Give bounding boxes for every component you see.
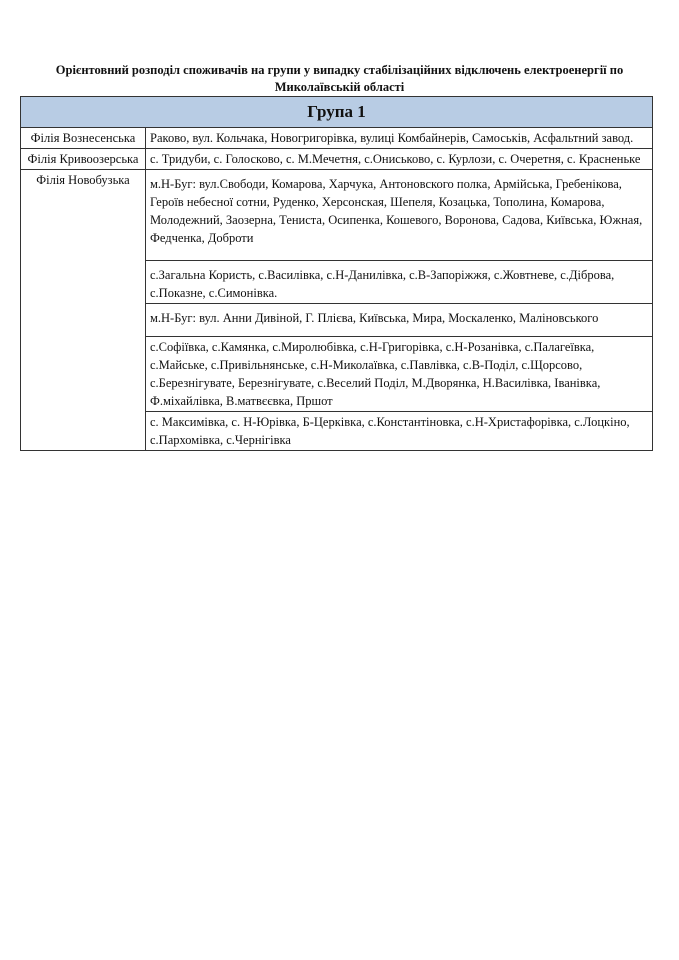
group-title: Група 1	[21, 97, 653, 128]
document-title: Орієнтовний розподіл споживачів на групи у випадку стабілізаційних відключень електроенергії по Миколаївській області	[55, 63, 624, 94]
locations-cell: м.Н-Буг: вул.Свободи, Комарова, Харчука, Антоновского полка, Армійська, Гребенікова, Героїв небесної сотни, Руденко, Херсонская, Шепеля, Козацька, Тополина, Комарова, Молодежний, Заозерна, Тениста, Осипенка, Кошевого, Воронова, Садова, Київська, Южная, Федченка, Доброти	[146, 170, 653, 261]
locations-cell: с. Максимівка, с. Н-Юрівка, Б-Церківка, с.Константіновка, с.Н-Христафорівка, с.Лоцкіно, с.Пархомівка, с.Чернігівка	[146, 412, 653, 451]
locations-cell: м.Н-Буг: вул. Анни Дивіной, Г. Плієва, Київська, Мира, Москаленко, Маліновського	[146, 304, 653, 337]
table-row	[21, 149, 653, 170]
branch-name: Філія Вознесенська	[21, 128, 146, 149]
schedule-table	[20, 96, 653, 451]
locations-cell: с.Загальна Користь, с.Василівка, с.Н-Данилівка, с.В-Запоріжжя, с.Жовтневе, с.Діброва, с.Показне, с.Симонівка.	[146, 261, 653, 304]
group-header-row	[21, 97, 653, 128]
locations-cell: с.Софіївка, с.Камянка, с.Миролюбівка, с.Н-Григорівка, с.Н-Розанівка, с.Палагеївка, с.Майське, с.Привільнянське, с.Н-Миколаївка, с.Павлівка, с.В-Поділ, с.Щорсово, с.Березнігувате, Березнігувате, с.Веселий Поділ, М.Дворянка, Н.Василівка, Іванівка, Ф.міхайлівка, В.матвєєвка, Пршот	[146, 337, 653, 412]
locations-cell: с. Тридуби, с. Голосково, с. М.Мечетня, с.Ониськово, с. Курлози, с. Очеретня, с. Красненьке	[146, 149, 653, 170]
branch-name: Філія Новобузька	[21, 170, 146, 451]
table-row	[21, 170, 653, 261]
locations-cell: Раково, вул. Кольчака, Новогригорівка, вулиці Комбайнерів, Самоськів, Асфальтний завод.	[146, 128, 653, 149]
table-row	[21, 128, 653, 149]
branch-name: Філія Кривоозерська	[21, 149, 146, 170]
